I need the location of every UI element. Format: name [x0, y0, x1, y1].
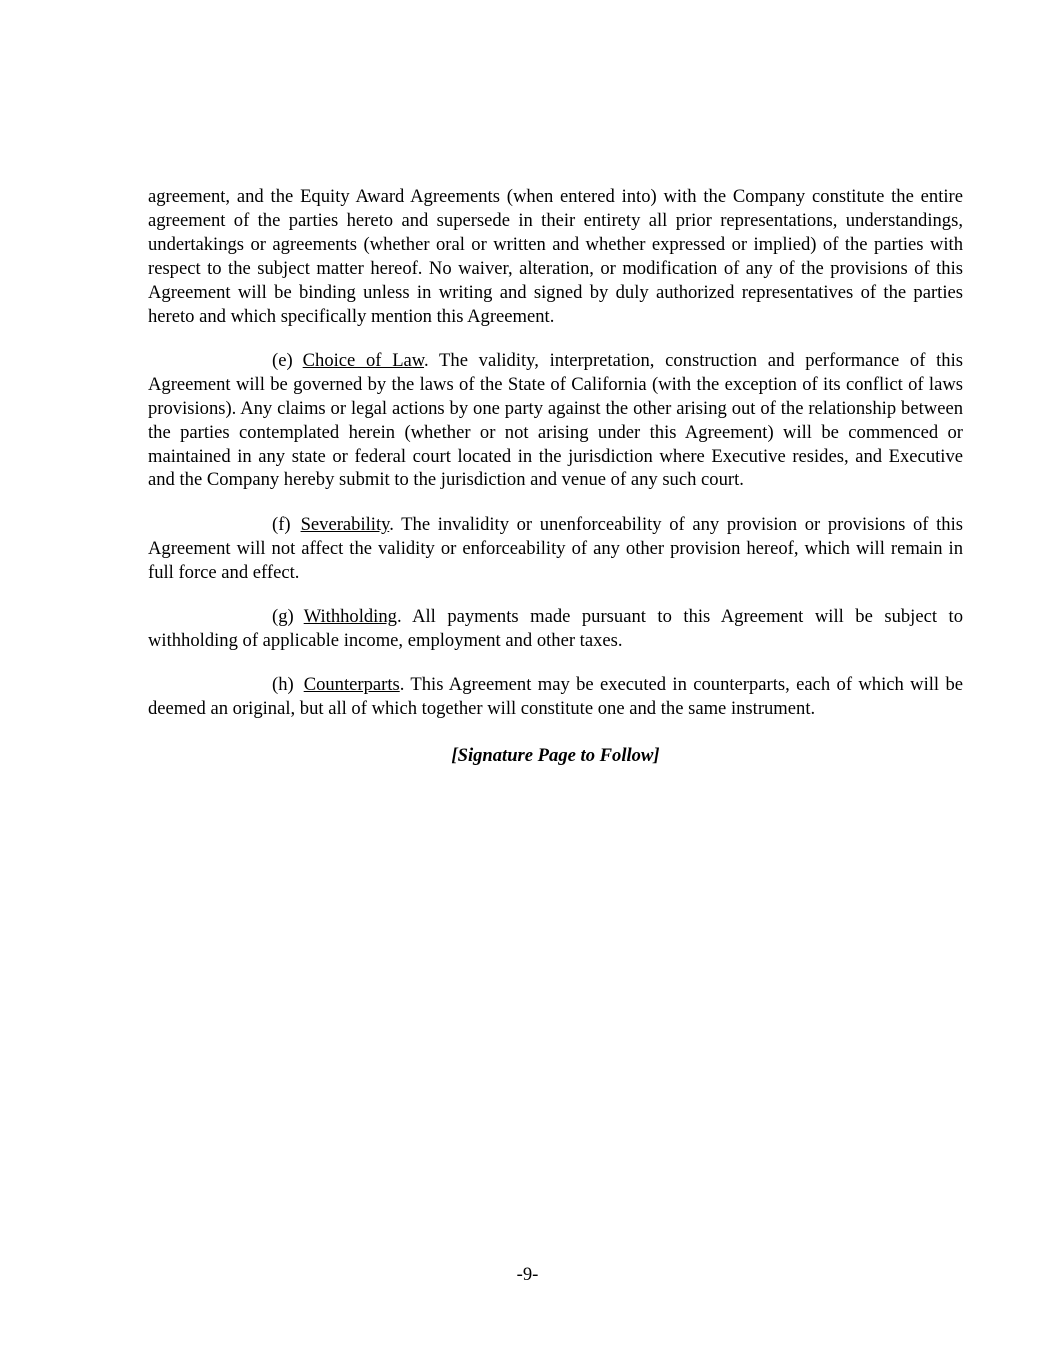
section-label: (e) — [272, 349, 293, 371]
section-heading: Severability — [300, 513, 390, 535]
section-counterparts — [148, 673, 963, 721]
page-number: -9- — [516, 1264, 539, 1285]
section-withholding — [148, 605, 963, 653]
section-heading: Withholding — [303, 606, 397, 628]
section-heading: Choice of Law — [302, 349, 425, 371]
section-label: (g) — [272, 606, 294, 628]
section-severability — [148, 513, 963, 585]
section-heading: Counterparts — [303, 674, 400, 696]
document-body — [148, 185, 963, 768]
section-text: . This Agreement may be executed in counterparts, each of which will be deemed an original, but all of which together will constitute one and the same instrument. — [148, 674, 963, 720]
section-label: (h) — [272, 674, 294, 696]
signature-page-note: [Signature Page to Follow] — [451, 744, 660, 766]
section-text: . The invalidity or unenforceability of any provision or provisions of this Agreement will not affect the validity or enforceability of any other provision hereof, which will remain in full force and effect. — [148, 513, 963, 583]
section-text: . The validity, interpretation, construction and performance of this Agreement will be governed by the laws of the State of California (with the exception of its conflict of laws provisions). Any claims or legal actions by one party against the other arising out of the relationship between the parties contemplated herein (whether or not arising under this Agreement) will be commenced or maintained in any state or federal court located in the jurisdiction where Executive resides, and Executive and the Company hereby submit to the jurisdiction and venue of any such court. — [148, 349, 963, 491]
section-choice-of-law — [148, 349, 963, 492]
section-label: (f) — [272, 513, 291, 535]
continuation-paragraph: agreement, and the Equity Award Agreements (when entered into) with the Company constitute the entire agreement of the parties hereto and supersede in their entirety all prior representations, understandings, undertakings or agreements (whether oral or written and whether expressed or implied) of the parties with respect to the subject matter hereof. No waiver, alteration, or modification of any of the provisions of this Agreement will be binding unless in writing and signed by duly authorized representatives of the parties hereto and which specifically mention this Agreement. — [148, 186, 963, 327]
section-text: . All payments made pursuant to this Agreement will be subject to withholding of applicable income, employment and other taxes. — [148, 606, 963, 651]
